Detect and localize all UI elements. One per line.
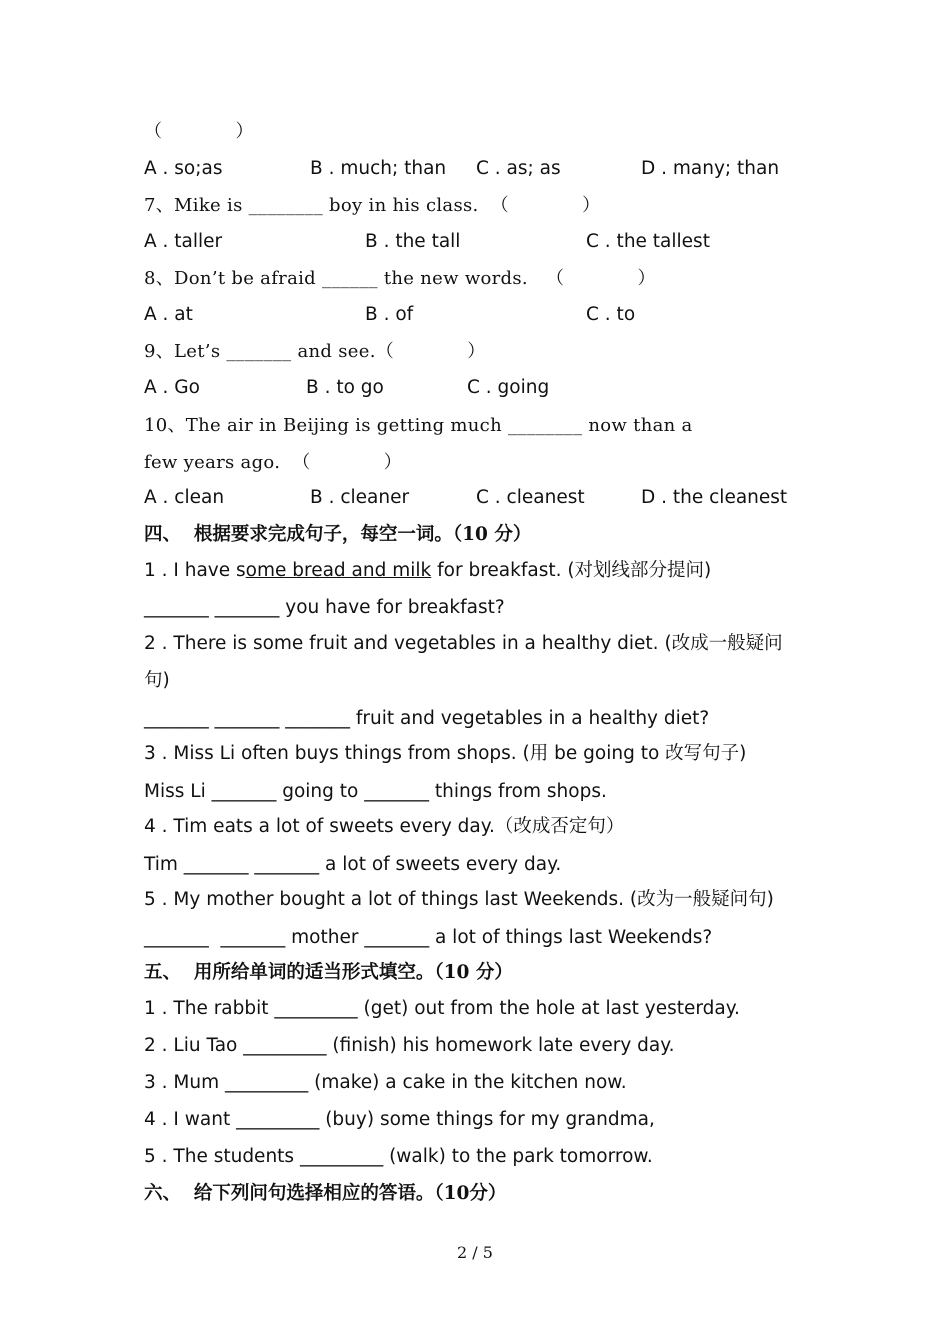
s5-item: 1 . The rabbit _________ (get) out from the hole at last yesterday. <box>144 998 740 1019</box>
q9-option-a: A . Go <box>144 377 200 398</box>
s4-q2-text-line2: 句) <box>144 670 170 691</box>
q10-option-c: C . cleanest <box>476 487 585 508</box>
q6-option-d: D . many; than <box>641 158 780 179</box>
q7-text: 7、Mike is ________ boy in his class. （ ） <box>144 195 601 216</box>
s5-item: 4 . I want _________ (buy) some things for my grandma, <box>144 1109 655 1130</box>
section-5-heading: 五、 用所给单词的适当形式填空。（10 分） <box>144 962 513 983</box>
q7-option-c: C . the tallest <box>586 231 710 252</box>
s4-q1-answer: _______ _______ you have for breakfast? <box>144 597 505 618</box>
q7-option-a: A . taller <box>144 231 223 252</box>
s4-q4-answer: Tim _______ _______ a lot of sweets every day. <box>144 854 562 875</box>
s4-q5-text: 5 . My mother bought a lot of things last Weekends. (改为一般疑问句) <box>144 889 774 910</box>
section-4-heading: 四、 根据要求完成句子，每空一词。（10 分） <box>144 524 532 545</box>
page-number: 2 / 5 <box>457 1243 493 1262</box>
s4-q2-answer: _______ _______ _______ fruit and vegetables in a healthy diet? <box>144 708 710 729</box>
s4-q1-pre: 1 . I have s <box>144 560 246 581</box>
q10-option-d: D . the cleanest <box>641 487 788 508</box>
s5-item: 2 . Liu Tao _________ (finish) his homework late every day. <box>144 1035 675 1056</box>
q6-answer-paren: （ ） <box>144 121 254 142</box>
q8-option-b: B . of <box>365 304 414 325</box>
s4-q1-underlined: ome bread and milk <box>245 560 432 581</box>
q10-text-line2: few years ago. （ ） <box>144 452 403 473</box>
q10-option-a: A . clean <box>144 487 225 508</box>
s4-q5-answer: _______ _______ mother _______ a lot of things last Weekends? <box>144 927 713 948</box>
s4-q1-post: for breakfast. (对划线部分提问) <box>431 560 712 581</box>
q6-option-a: A . so;as <box>144 158 223 179</box>
q9-text: 9、Let’s _______ and see.（ ） <box>144 341 486 362</box>
s5-item: 3 . Mum _________ (make) a cake in the kitchen now. <box>144 1072 627 1093</box>
s4-q4-text: 4 . Tim eats a lot of sweets every day.（改成否定句） <box>144 816 625 837</box>
s4-q1-text <box>144 559 711 583</box>
s4-q3-text: 3 . Miss Li often buys things from shops. (用 be going to 改写句子) <box>144 743 747 764</box>
q9-option-b: B . to go <box>306 377 384 398</box>
q8-option-c: C . to <box>586 304 636 325</box>
s5-item: 5 . The students _________ (walk) to the park tomorrow. <box>144 1146 653 1167</box>
section-6-heading: 六、 给下列问句选择相应的答语。（10分） <box>144 1183 507 1204</box>
q10-text-line1: 10、The air in Beijing is getting much ________ now than a <box>144 415 693 436</box>
q8-option-a: A . at <box>144 304 193 325</box>
q8-text: 8、Don’t be afraid ______ the new words. （ ） <box>144 268 656 289</box>
q7-option-b: B . the tall <box>365 231 461 252</box>
q9-option-c: C . going <box>467 377 550 398</box>
q6-option-b: B . much; than <box>310 158 447 179</box>
q10-option-b: B . cleaner <box>310 487 410 508</box>
s4-q2-text-line1: 2 . There is some fruit and vegetables in a healthy diet. (改成一般疑问 <box>144 633 783 654</box>
s4-q3-answer: Miss Li _______ going to _______ things from shops. <box>144 781 607 802</box>
q6-option-c: C . as; as <box>476 158 561 179</box>
